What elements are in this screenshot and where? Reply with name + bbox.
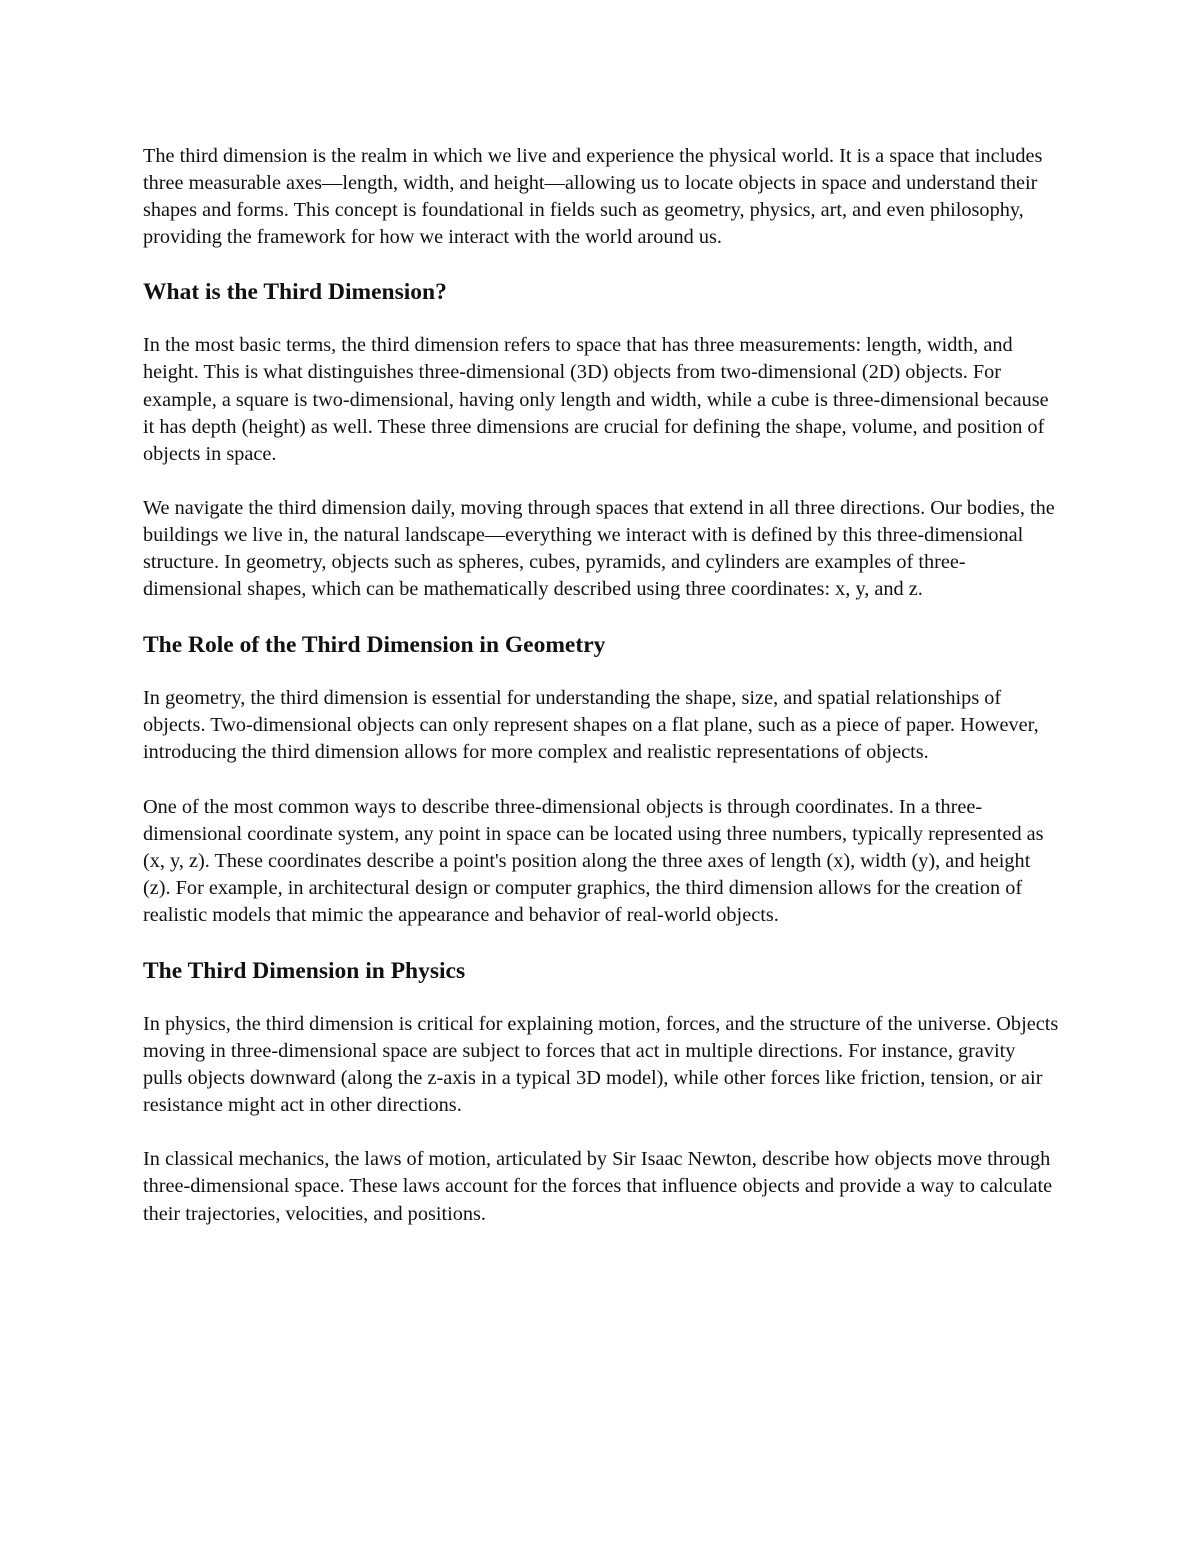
section-heading-what-is: What is the Third Dimension? (143, 279, 447, 306)
paragraph-geometry-1: In geometry, the third dimension is essential for understanding the shape, size, and spatial relationships of objects. Two-dimensional objects can only represent shapes on a flat plane, such as a piece of paper. However, introducing the third dimension allows for more complex and realistic representations of objects. (143, 687, 1039, 764)
paragraph-physics-1: In physics, the third dimension is critical for explaining motion, forces, and the structure of the universe. Objects moving in three-dimensional space are subject to forces that act in multiple directions. For instance, gravity pulls objects downward (along the z-axis in a typical 3D model), while other forces like friction, tension, or air resistance might act in other directions. (143, 1012, 1059, 1117)
paragraph-what-is-2: We navigate the third dimension daily, moving through spaces that extend in all three directions. Our bodies, the buildings we live in, the natural landscape—everything we interact with is defined by this three-dimensional structure. In geometry, objects such as spheres, cubes, pyramids, and cylinders are examples of three-dimensional shapes, which can be mathematically described using three coordinates: x, y, and z. (143, 496, 1055, 601)
paragraph-physics-2: In classical mechanics, the laws of motion, articulated by Sir Isaac Newton, describe how objects move through three-dimensional space. These laws account for the forces that influence objects and provide a way to calculate their trajectories, velocities, and positions. (143, 1148, 1053, 1225)
intro-paragraph: The third dimension is the realm in which we live and experience the physical world. It is a space that includes three measurable axes—length, width, and height—allowing us to locate objects in space and understand their shapes and forms. This concept is foundational in fields such as geometry, physics, art, and even philosophy, providing the framework for how we interact with the world around us. (143, 145, 1043, 249)
paragraph-geometry-2: One of the most common ways to describe three-dimensional objects is through coordinates. In a three-dimensional coordinate system, any point in space can be located using three numbers, typically represented as (x, y, z). These coordinates describe a point's position along the three axes of length (x), width (y), and height (z). For example, in architectural design or computer graphics, the third dimension allows for the creation of realistic models that mimic the appearance and behavior of real-world objects. (143, 795, 1044, 926)
section-heading-physics: The Third Dimension in Physics (143, 957, 466, 984)
section-heading-geometry: The Role of the Third Dimension in Geometry (143, 632, 606, 659)
paragraph-what-is-1: In the most basic terms, the third dimension refers to space that has three measurements: length, width, and height. This is what distinguishes three-dimensional (3D) objects from two-dimensional (2D) objects. For example, a square is two-dimensional, having only length and width, while a cube is three-dimensional because it has depth (height) as well. These three dimensions are crucial for defining the shape, volume, and position of objects in space. (143, 334, 1049, 465)
